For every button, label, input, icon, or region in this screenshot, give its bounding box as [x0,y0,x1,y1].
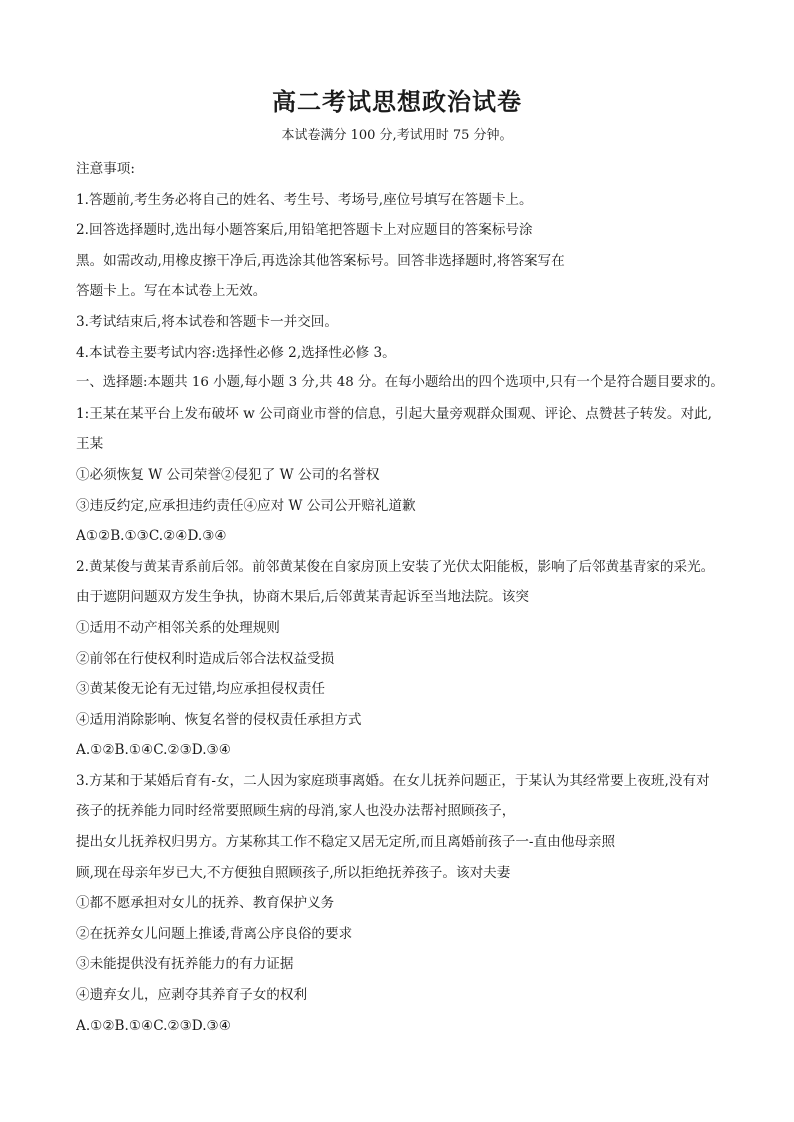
text-line: A.①②B.①④C.②③D.③④ [76,742,231,759]
text-line: ③未能提供没有抚养能力的有力证据 [76,956,294,973]
text-line: 答题卡上。写在本试卷上无效。 [76,283,267,300]
text-line: ④适用消除影响、恢复名誉的侵权责任承担方式 [76,711,362,728]
text-line: 一、选择题:本题共 16 小题,每小题 3 分,共 48 分。在每小题给出的四个选项中,只有一个是符合题目要求的。 [76,375,724,391]
text-line: 2.回答选择题时,选出每小题答案后,用铅笔把答题卡上对应题目的答案标号涂 [76,222,533,239]
text-line: ④遗弃女儿，应剥夺其养育子女的权利 [76,987,308,1004]
text-line: 顾,现在母亲年岁已大,不方便独自照顾孩子,所以拒绝抚养孩子。该对夫妻 [76,864,511,881]
text-line: ①都不愿承担对女儿的抚养、教育保护义务 [76,895,335,912]
text-line: 王某 [76,436,104,453]
text-line: A.①②B.①④C.②③D.③④ [76,1017,231,1034]
text-line: 孩子的抚养能力同时经常要照顾生病的母消,家人也没办法帮衬照顾孩子， [76,803,516,820]
text-line: 提出女儿抚养权归男方。方某称其工作不稳定又居无定所,而且离婚前孩子一-直由他母亲照 [76,834,616,851]
text-line: 3.方某和于某婚后育有-女，二人因为家庭琐事离婚。在女儿抚养问题正，于某认为其经常要上夜班,没有对 [76,772,710,789]
text-line: 黑。如需改动,用橡皮擦干净后,再选涂其他答案标号。回答非选择题时,将答案写在 [76,252,565,269]
text-line: 1:王某在某平台上发布破坏 w 公司商业市誉的信息，引起大量旁观群众围观、评论、点赞甚子转发。对此, [76,405,712,422]
page-title: 高二考试思想政治试卷 [272,88,522,116]
document-body [76,154,726,1041]
text-line: ③违反约定,应承担违约责任④应对 W 公司公开赔礼道歉 [76,497,416,514]
exam-info: 本试卷满分 100 分,考试用时 75 分钟。 [281,128,513,143]
text-line: A①②B.①③C.②④D.③④ [76,528,227,545]
text-line: 4.本试卷主要考试内容:选择性必修 2,选择性必修 3。 [76,344,396,361]
text-line: ②在抚养女儿问题上推诿,背离公序良俗的要求 [76,925,353,942]
text-line: ②前邻在行使权利时造成后邻合法权益受损 [76,650,335,667]
text-line: 1.答题前,考生务必将自己的姓名、考生号、考场号,座位号填写在答题卡上。 [76,191,533,208]
text-line: ①必须恢复 W 公司荣誉②侵犯了 W 公司的名誉权 [76,466,380,483]
text-line: 注意事项: [76,161,135,177]
text-line: 2.黄某俊与黄某青系前后邻。前邻黄某俊在自家房顶上安装了光伏太阳能板，影响了后邻黄基青家的采光。 [76,558,715,575]
text-line: ③黄某俊无论有无过错,均应承担侵权责任 [76,681,326,698]
text-line: 3.考试结束后,将本试卷和答题卡一并交回。 [76,313,338,330]
text-line: ①适用不动产相邻关系的处理规则 [76,619,280,636]
text-line: 由于遮阴问题双方发生争执，协商木果后,后邻黄某青起诉至当地法院。该突 [76,589,529,606]
